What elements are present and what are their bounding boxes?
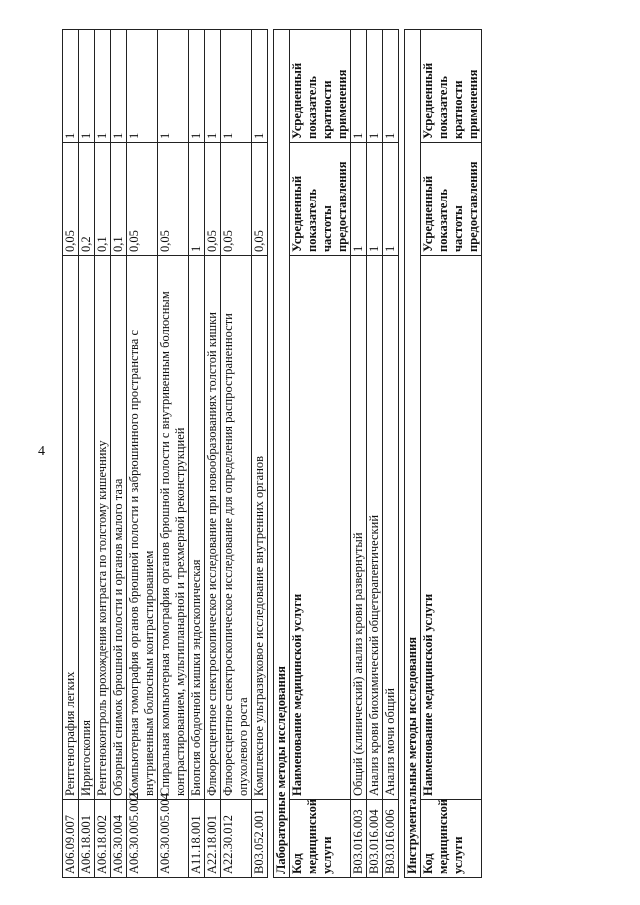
code-cell: B03.016.004 [367, 800, 383, 878]
code-cell: B03.052.001 [252, 800, 268, 878]
mult-cell: 1 [383, 30, 399, 143]
header-freq: Усредненный показатель частоты предоставления [421, 143, 482, 256]
name-cell: Общий (клинический) анализ крови развернутый [351, 256, 367, 800]
name-cell: Ирригоскопия [79, 256, 95, 800]
mult-cell: 1 [252, 30, 268, 143]
code-cell: A06.18.002 [95, 800, 111, 878]
mult-cell: 1 [367, 30, 383, 143]
code-cell: A06.30.005.004 [158, 800, 189, 878]
freq-cell: 1 [367, 143, 383, 256]
freq-cell: 0,1 [95, 143, 111, 256]
name-cell: Рентгенография легких [63, 256, 79, 800]
code-cell: A11.18.001 [189, 800, 205, 878]
mult-cell: 1 [127, 30, 158, 143]
mult-cell: 1 [111, 30, 127, 143]
freq-cell: 0,05 [63, 143, 79, 256]
name-cell: Комплексное ультразвуковое исследование внутренних органов [252, 256, 268, 800]
freq-cell: 1 [189, 143, 205, 256]
name-cell: Флюоресцентное спектроскопическое исследование для определения распространенности опухолевого роста [221, 256, 252, 800]
section-title-instrumental: Инструментальные методы исследования [405, 30, 421, 878]
table-row [205, 30, 221, 878]
name-cell: Анализ крови биохимический общетерапевтический [367, 256, 383, 800]
table-row [127, 30, 158, 878]
top-services-table [62, 29, 482, 878]
code-cell: A22.30.012 [221, 800, 252, 878]
mult-cell: 1 [205, 30, 221, 143]
table-row [95, 30, 111, 878]
table-row [158, 30, 189, 878]
page-number: 4 [38, 444, 45, 459]
name-cell: Спиральная компьютерная томография органов брюшной полости с внутривенным болюсным контрастированием, мультипланарной и трехмерной реконструкцией [158, 256, 189, 800]
table-header-row [290, 30, 351, 878]
mult-cell: 1 [63, 30, 79, 143]
header-code: Код медицинской услуги [290, 800, 351, 878]
freq-cell: 1 [383, 143, 399, 256]
code-cell: A06.30.004 [111, 800, 127, 878]
header-code: Код медицинской услуги [421, 800, 482, 878]
name-cell: Обзорный снимок брюшной полости и органов малого таза [111, 256, 127, 800]
freq-cell: 0,1 [111, 143, 127, 256]
header-name: Наименование медицинской услуги [421, 256, 482, 800]
freq-cell: 0,05 [158, 143, 189, 256]
freq-cell: 0,05 [221, 143, 252, 256]
table-row [351, 30, 367, 878]
code-cell: B03.016.003 [351, 800, 367, 878]
mult-cell: 1 [79, 30, 95, 143]
table-header-row [421, 30, 482, 878]
mult-cell: 1 [351, 30, 367, 143]
table-row [252, 30, 268, 878]
code-cell: A06.30.005.002 [127, 800, 158, 878]
mult-cell: 1 [95, 30, 111, 143]
name-cell: Анализ мочи общий [383, 256, 399, 800]
section-title-lab: Лабораторные методы исследования [274, 30, 290, 878]
section-title-row [274, 30, 290, 878]
freq-cell: 0,05 [127, 143, 158, 256]
table-row [221, 30, 252, 878]
section-title-row [405, 30, 421, 878]
name-cell: Биопсия ободочной кишки эндоскопическая [189, 256, 205, 800]
name-cell: Флюоресцентное спектроскопическое исследование при новообразованиях толстой кишки [205, 256, 221, 800]
table-row [79, 30, 95, 878]
freq-cell: 0,05 [205, 143, 221, 256]
table-row [189, 30, 205, 878]
table-row [367, 30, 383, 878]
code-cell: A06.18.001 [79, 800, 95, 878]
header-name: Наименование медицинской услуги [290, 256, 351, 800]
code-cell: A22.18.001 [205, 800, 221, 878]
header-mult: Усредненный показатель кратности применения [421, 30, 482, 143]
freq-cell: 0,2 [79, 143, 95, 256]
mult-cell: 1 [221, 30, 252, 143]
code-cell: A06.09.007 [63, 800, 79, 878]
code-cell: B03.016.006 [383, 800, 399, 878]
table-row [63, 30, 79, 878]
name-cell: Компьютерная томография органов брюшной полости и забрюшинного пространства с внутривенным болюсным контрастированием [127, 256, 158, 800]
freq-cell: 1 [351, 143, 367, 256]
freq-cell: 0,05 [252, 143, 268, 256]
name-cell: Рентгеноконтроль прохождения контраста по толстому кишечнику [95, 256, 111, 800]
mult-cell: 1 [158, 30, 189, 143]
rotated-page-content [62, 30, 482, 878]
mult-cell: 1 [189, 30, 205, 143]
table-row [383, 30, 399, 878]
header-mult: Усредненный показатель кратности применения [290, 30, 351, 143]
table-row [111, 30, 127, 878]
header-freq: Усредненный показатель частоты предоставления [290, 143, 351, 256]
